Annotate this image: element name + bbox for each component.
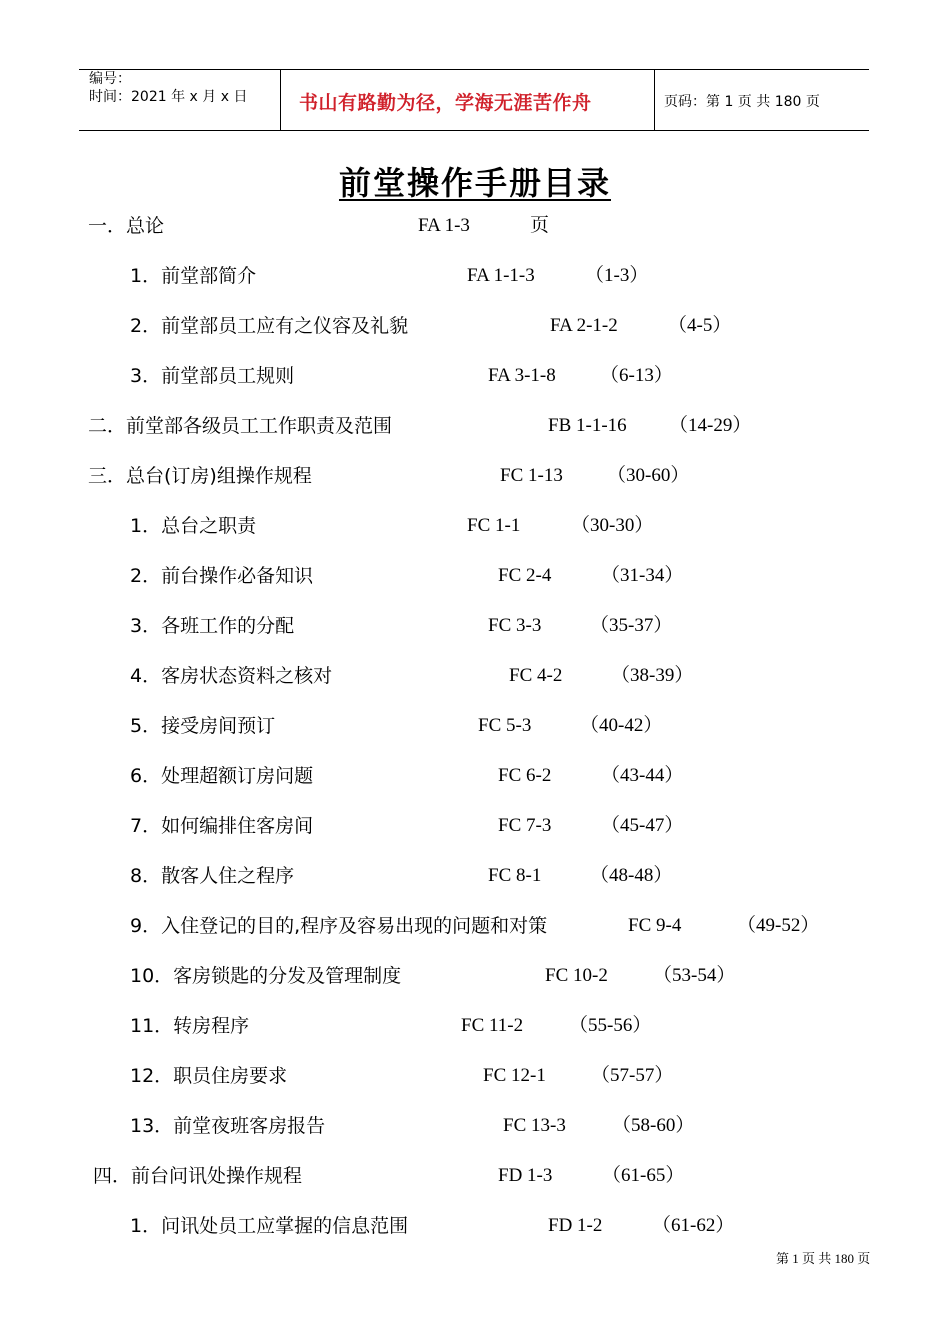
toc-entry-title: 10．客房锁匙的分发及管理制度	[130, 965, 402, 987]
toc-entry-code: FD 1-2	[548, 1215, 603, 1236]
toc-entry-page-range: （55-56）	[569, 1015, 652, 1036]
toc-entry-page-range: （31-34）	[601, 565, 684, 586]
toc-entry-code: FC 9-4	[628, 915, 682, 936]
toc-entry-title: 1．问讯处员工应掌握的信息范围	[130, 1215, 409, 1237]
toc-entry-title: 三．总台(订房)组操作规程	[88, 465, 312, 487]
toc-entry-title: 12．职员住房要求	[130, 1065, 288, 1087]
toc-entry-code: FC 5-3	[478, 715, 532, 736]
page-footer: 第 1 页 共 180 页	[776, 1251, 871, 1266]
toc-entry-page-range: （45-47）	[601, 815, 684, 836]
document-number-label: 编号：	[89, 71, 131, 87]
toc-entry-page-range: （43-44）	[601, 765, 684, 786]
toc-entry-page-range: （49-52）	[737, 915, 820, 936]
toc-entry-title: 四．前台问讯处操作规程	[93, 1165, 303, 1187]
toc-entry-code: FC 2-4	[498, 565, 552, 586]
toc-entry-page-range: （57-57）	[591, 1065, 674, 1086]
toc-entry-code: FC 11-2	[461, 1015, 524, 1036]
toc-entry-title: 6．处理超额订房问题	[130, 765, 314, 787]
toc-entry-title: 2．前台操作必备知识	[130, 565, 314, 587]
toc-entry-code: FC 1-13	[500, 465, 563, 486]
toc-entry-title: 11．转房程序	[130, 1015, 250, 1037]
toc-entry-code: FA 2-1-2	[550, 315, 618, 336]
header-divider	[280, 70, 281, 130]
toc-entry-title: 5．接受房间预订	[130, 715, 276, 737]
toc-entry-code: FA 1-3	[418, 215, 470, 236]
page-title-text: 前堂操作手册目录	[338, 164, 611, 202]
toc-entry-code: FC 12-1	[483, 1065, 546, 1086]
toc-entry-code: FC 13-3	[503, 1115, 566, 1136]
toc-entry-page-range: （30-30）	[571, 515, 654, 536]
toc-entry-page-range: （4-5）	[668, 315, 732, 336]
header-divider	[654, 70, 655, 130]
toc-entry-title: 2．前堂部员工应有之仪容及礼貌	[130, 315, 409, 337]
toc-entry-page-range: （61-65）	[602, 1165, 685, 1186]
toc-entry-title: 8．散客人住之程序	[130, 865, 295, 887]
header-table	[79, 69, 869, 131]
toc-entry-page-range: （58-60）	[612, 1115, 695, 1136]
toc-entry-code: FC 6-2	[498, 765, 552, 786]
toc-entry-page-range: （1-3）	[585, 265, 649, 286]
toc-entry-title: 9．入住登记的目的,程序及容易出现的问题和对策	[130, 915, 548, 937]
toc-entry-page-range: （40-42）	[580, 715, 663, 736]
toc-entry-code: FC 10-2	[545, 965, 608, 986]
toc-entry-code: FA 1-1-3	[467, 265, 535, 286]
header-motto: 书山有路勤为径，学海无涯苦作舟	[299, 92, 592, 114]
page-title	[0, 158, 950, 204]
document-date: 时间：2021 年 x 月 x 日	[89, 89, 248, 105]
toc-entry-title: 3．各班工作的分配	[130, 615, 295, 637]
toc-entry-code: FC 7-3	[498, 815, 552, 836]
toc-entry-page-range: （53-54）	[653, 965, 736, 986]
toc-entry-page-range: （38-39）	[611, 665, 694, 686]
toc-entry-title: 7．如何编排住客房间	[130, 815, 314, 837]
toc-entry-page-range: （30-60）	[607, 465, 690, 486]
toc-entry-code: FC 8-1	[488, 865, 542, 886]
toc-entry-title: 一．总论	[88, 215, 165, 237]
toc-entry-title: 3．前堂部员工规则	[130, 365, 295, 387]
toc-entry-code: FD 1-3	[498, 1165, 553, 1186]
toc-entry-code: FC 4-2	[509, 665, 563, 686]
toc-entry-code: FA 3-1-8	[488, 365, 556, 386]
toc-entry-title: 1．前堂部简介	[130, 265, 257, 287]
header-page-info: 页码：第 1 页 共 180 页	[664, 94, 820, 110]
toc-entry-page-range: （6-13）	[600, 365, 673, 386]
toc-entry-page-range: 页	[530, 215, 550, 236]
toc-entry-title: 二．前堂部各级员工工作职责及范围	[88, 415, 393, 437]
toc-entry-code: FC 1-1	[467, 515, 521, 536]
toc-entry-title: 4．客房状态资料之核对	[130, 665, 333, 687]
toc-entry-code: FB 1-1-16	[548, 415, 627, 436]
toc-entry-title: 1．总台之职责	[130, 515, 257, 537]
toc-entry-page-range: （48-48）	[590, 865, 673, 886]
toc-entry-page-range: （35-37）	[590, 615, 673, 636]
toc-entry-code: FC 3-3	[488, 615, 542, 636]
toc-entry-page-range: （14-29）	[669, 415, 752, 436]
toc-entry-title: 13．前堂夜班客房报告	[130, 1115, 326, 1137]
toc-entry-page-range: （61-62）	[652, 1215, 735, 1236]
